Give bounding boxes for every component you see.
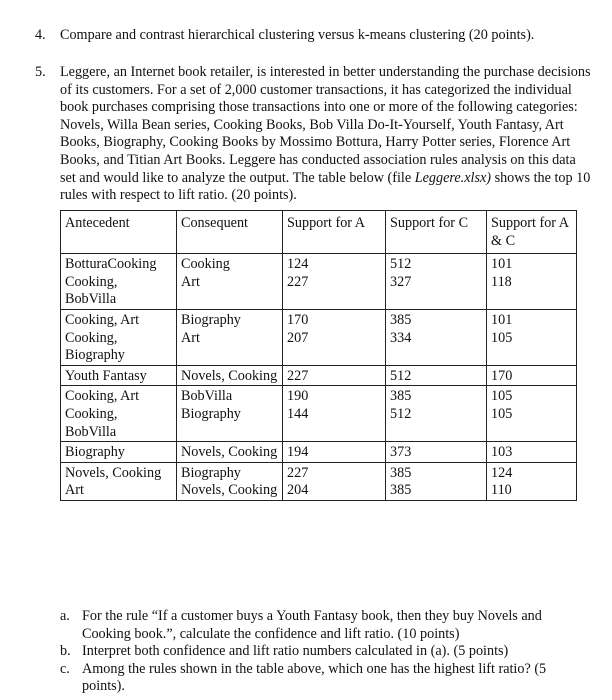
subquestion-text: Among the rules shown in the table above, which one has the highest lift ratio? (5 points). <box>82 660 547 695</box>
antecedent-cell: Youth Fantasy <box>61 365 177 386</box>
question-4-number: 4. <box>35 27 46 43</box>
support-a-cell: 227 <box>283 462 386 482</box>
support-c-cell: 385 <box>386 462 487 482</box>
subquestion-text: Interpret both confidence and lift ratio numbers calculated in (a). (5 points) <box>82 643 509 660</box>
consequent-cell: Biography <box>177 406 283 442</box>
support-c-cell: 385 <box>386 309 487 329</box>
question-5 <box>35 64 595 205</box>
support-ac-cell: 105 <box>487 386 577 406</box>
header-consequent: Consequent <box>177 211 283 254</box>
subquestion-text: For the rule “If a customer buys a Youth Fantasy book, then they buy Novels and Cooking book.”, calculate the confidence and lift ratio. (10 points) <box>82 608 542 642</box>
support-c-cell: 512 <box>386 254 487 274</box>
support-ac-cell: 101 <box>487 309 577 329</box>
table-row <box>61 482 577 500</box>
table-row <box>61 330 577 366</box>
support-a-cell: 194 <box>283 442 386 463</box>
support-c-cell: 385 <box>386 482 487 500</box>
antecedent-cell: Art <box>61 482 177 500</box>
support-c-cell: 327 <box>386 274 487 310</box>
support-c-cell: 373 <box>386 442 487 463</box>
antecedent-cell: Cooking, Art <box>61 386 177 406</box>
support-ac-cell: 110 <box>487 482 577 500</box>
association-rules-table <box>60 210 577 501</box>
consequent-cell: Art <box>177 274 283 310</box>
table-body <box>61 254 577 501</box>
file-name: Leggere.xlsx) <box>414 169 492 186</box>
consequent-cell: Cooking <box>177 254 283 274</box>
question-4 <box>35 27 595 45</box>
consequent-cell: Novels, Cooking <box>177 365 283 386</box>
header-support-a: Support for A <box>283 211 386 254</box>
support-ac-cell: 105 <box>487 406 577 442</box>
consequent-cell: Biography <box>177 462 283 482</box>
question-5-text <box>60 64 595 205</box>
support-ac-cell: 118 <box>487 274 577 310</box>
table-header-row <box>61 211 577 254</box>
consequent-cell: BobVilla <box>177 386 283 406</box>
subquestion-b <box>60 643 575 661</box>
support-ac-cell: 101 <box>487 254 577 274</box>
antecedent-cell: Cooking, Art <box>61 309 177 329</box>
support-a-cell: 144 <box>283 406 386 442</box>
support-a-cell: 204 <box>283 482 386 500</box>
table-row <box>61 365 577 386</box>
header-support-ac: Support for A & C <box>487 211 577 254</box>
support-a-cell: 207 <box>283 330 386 366</box>
support-c-cell: 334 <box>386 330 487 366</box>
table-row <box>61 442 577 463</box>
support-a-cell: 227 <box>283 274 386 310</box>
consequent-cell: Art <box>177 330 283 366</box>
subquestion-label: a. <box>60 608 70 624</box>
support-ac-cell: 124 <box>487 462 577 482</box>
question-5-outro: shows the top 10 rules with respect to lift ratio. (20 points). <box>60 169 591 204</box>
table-row <box>61 386 577 406</box>
antecedent-cell: Cooking, BobVilla <box>61 274 177 310</box>
antecedent-cell: Cooking, Biography <box>61 330 177 366</box>
support-a-cell: 170 <box>283 309 386 329</box>
consequent-cell: Novels, Cooking <box>177 482 283 500</box>
subquestion-a <box>60 608 575 643</box>
table-row <box>61 309 577 329</box>
header-antecedent: Antecedent <box>61 211 177 254</box>
table-row <box>61 406 577 442</box>
header-support-c: Support for C <box>386 211 487 254</box>
subquestion-label: c. <box>60 660 70 677</box>
support-a-cell: 227 <box>283 365 386 386</box>
subquestions <box>60 608 575 696</box>
table-row <box>61 462 577 482</box>
antecedent-cell: Biography <box>61 442 177 463</box>
antecedent-cell: Cooking, BobVilla <box>61 406 177 442</box>
subquestion-c <box>60 661 575 696</box>
support-c-cell: 385 <box>386 386 487 406</box>
antecedent-cell: Novels, Cooking <box>61 462 177 482</box>
support-ac-cell: 170 <box>487 365 577 386</box>
subquestion-label: b. <box>60 643 71 660</box>
table-row <box>61 254 577 274</box>
antecedent-cell: BotturaCooking <box>61 254 177 274</box>
support-c-cell: 512 <box>386 406 487 442</box>
support-c-cell: 512 <box>386 365 487 386</box>
consequent-cell: Novels, Cooking <box>177 442 283 463</box>
support-a-cell: 190 <box>283 386 386 406</box>
question-4-text: Compare and contrast hierarchical clustering versus k-means clustering (20 points). <box>60 27 535 43</box>
support-ac-cell: 105 <box>487 330 577 366</box>
support-a-cell: 124 <box>283 254 386 274</box>
table-row <box>61 274 577 310</box>
consequent-cell: Biography <box>177 309 283 329</box>
question-5-number: 5. <box>35 64 46 80</box>
support-ac-cell: 103 <box>487 442 577 463</box>
question-5-intro: Leggere, an Internet book retailer, is interested in better understanding the purchase decisions of its customers. For a set of 2,000 customer transactions, it has categorized the individual book purchases comprising those transactions into one or more of the following categories: Novels, Willa Bean series, Cooking Books, Bob Villa Do-It-Yourself, Youth Fantasy, Art Books, Biography, Cooking Books by Mossimo Bottura, Harry Potter series, Florence Art Books, and Titian Art Books. Leggere has conducted association rules analysis on this data set and would like to analyze the output. The table below (file <box>60 64 591 186</box>
